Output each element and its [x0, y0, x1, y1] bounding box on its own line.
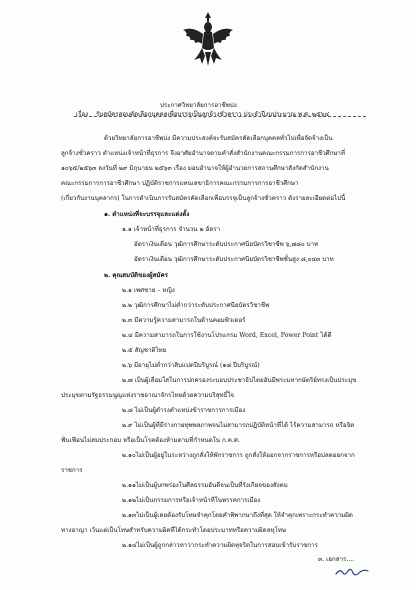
- intro-line: ด้วยวิทยาลัยการอาชีพปง มีความประสงค์จะรับสมัครคัดเลือกบุคคลทั่วไปเพื่อจัดจ้างเป็น: [104, 135, 333, 142]
- subject-text: รับสมัครสอบคัดเลือกบุคคลเพื่อบรรจุเป็นลูกจ้างชั่วคราว ประจำปีงบประมาณ พ.ศ. ๒๕๖๔: [96, 111, 330, 118]
- next-page-marker: ๓. เอกสาร....: [318, 556, 355, 563]
- qualification-line: ๒.๑๔ไม่เป็นผู้ถูกกล่าวหาว่ากระทำความผิดทุจริตในการสอบเข้ารับราชการ: [122, 542, 318, 549]
- qualification-line: ๒.๘ ไม่เป็นผู้ดำรงตำแหน่งข้าราชการการเมือง: [122, 407, 246, 414]
- salary-line: อัตราเงินเดือน วุฒิการศึกษาระดับประกาศนียบัตรวิชาชีพ ๖,๗๘๐ บาท: [134, 241, 319, 248]
- qualification-line: ๒.๒ วุฒิการศึกษาไม่ต่ำกว่าระดับประกาศนียบัตรวิชาชีพ: [122, 302, 270, 309]
- section-heading: ๑. ตำแหน่งที่จะบรรจุและแต่งตั้ง: [104, 211, 190, 218]
- qualification-line: ทางอาญา เว้นแต่เป็นโทษสำหรับความผิดที่ได้กระทำโดยประมาทหรือความผิดลหุโทษ: [61, 527, 287, 534]
- garuda-emblem-icon: [180, 8, 236, 70]
- intro-line: ๑๐๖๕/๒๕๖๓ ลงวันที่ ๒๙ มิถุนายน ๒๕๖๓ เรื่อง มอบอำนาจให้ผู้อำนวยการสถานศึกษาสังกัดสำนักงาน: [61, 165, 329, 172]
- signature-initials: [334, 566, 370, 578]
- qualification-line: ประมุขตามรัฐธรรมนูญแห่งราชอาณาจักรไทยด้วยความบริสุทธิ์ใจ: [61, 392, 235, 399]
- header-divider: [74, 116, 366, 117]
- qualification-line: ฟั่นเฟือนไม่สมประกอบ หรือเป็นโรคต้องห้ามตามที่กำหนดใน ก.ค.ศ.: [61, 437, 240, 444]
- subject-label: เรื่อง: [76, 111, 89, 118]
- intro-line: (เกี่ยวกับงานบุคลากร) ในการดำเนินการรับสมัครคัดเลือกเพื่อบรรจุเป็นลูกจ้างชั่วคราว ดังรายละเอียดต่อไปนี้: [61, 195, 346, 202]
- salary-line: อัตราเงินเดือน วุฒิการศึกษาระดับประกาศนียบัตรวิชาชีพชั้นสูง ๘,๐๔๓ บาท: [134, 256, 334, 263]
- intro-line: ลูกจ้างชั่วคราว ตำแหน่งเจ้าหน้าที่ธุรการ จึงอาศัยอำนาจตามคำสั่งสำนักงานคณะกรรมการการอาชีวศึกษาที่: [61, 150, 345, 157]
- qualification-line: ๒.๗ เป็นผู้เลื่อมใสในการปกครองระบอบประชาธิปไตยอันมีพระมหากษัตริย์ทรงเป็นประมุข: [122, 377, 357, 384]
- qualification-line: ราชการ: [61, 467, 83, 474]
- section-heading: ๒. คุณสมบัติของผู้สมัคร: [104, 272, 168, 279]
- qualification-line: ๒.๑๑ไม่เป็นผู้บกพร่องในศีลธรรมอันดีจนเป็นที่รังเกียจของสังคม: [122, 482, 288, 489]
- qualification-line: ๒.๑๐ไม่เป็นผู้อยู่ในระหว่างถูกสั่งให้พักราชการ ถูกสั่งให้ออกจากราชการหรือปลดออกจาก: [122, 452, 355, 459]
- qualification-line: ๒.๔ มีความสามารถในการใช้งานโปรแกรม Word, Excel, Power Point ได้ดี: [122, 332, 332, 339]
- qualification-line: ๒.๖ มีอายุไม่ต่ำกว่าสิบแปดปีบริบูรณ์ (๑๘ ปีบริบูรณ์): [122, 362, 260, 369]
- qualification-line: ๒.๑๓ไม่เป็นผู้เคยต้องรับโทษจำคุกโดยคำพิพากษาถึงที่สุด ให้จำคุกเพราะกระทำความผิด: [122, 512, 353, 519]
- qualification-line: ๒.๑ เพศชาย – หญิง: [122, 287, 175, 294]
- qualification-line: ๒.๙ ไม่เป็นผู้ที่มีร่างกายทุพพลภาพจนไม่สามารถปฏิบัติหน้าที่ได้ ไร้ความสามารถ หรือจิต: [122, 422, 355, 429]
- intro-line: คณะกรรมการการอาชีวศึกษา ปฏิบัติราชการแทนเลขาธิการคณะกรรมการการอาชีวศึกษา: [61, 180, 299, 187]
- qualification-line: ๒.๓ มีความรู้ความสามารถในด้านคอมพิวเตอร์: [122, 317, 246, 324]
- qualification-line: ๒.๕ สัญชาติไทย: [122, 347, 167, 354]
- announcement-title: ประกาศวิทยาลัยการอาชีพปง: [160, 102, 237, 109]
- position-item: ๑.๑ เจ้าหน้าที่ธุรการ จำนวน ๒ อัตรา: [122, 226, 221, 233]
- qualification-line: ๒.๑๒ไม่เป็นกรรมการหรือเจ้าหน้าที่ในพรรคการเมือง: [122, 497, 261, 504]
